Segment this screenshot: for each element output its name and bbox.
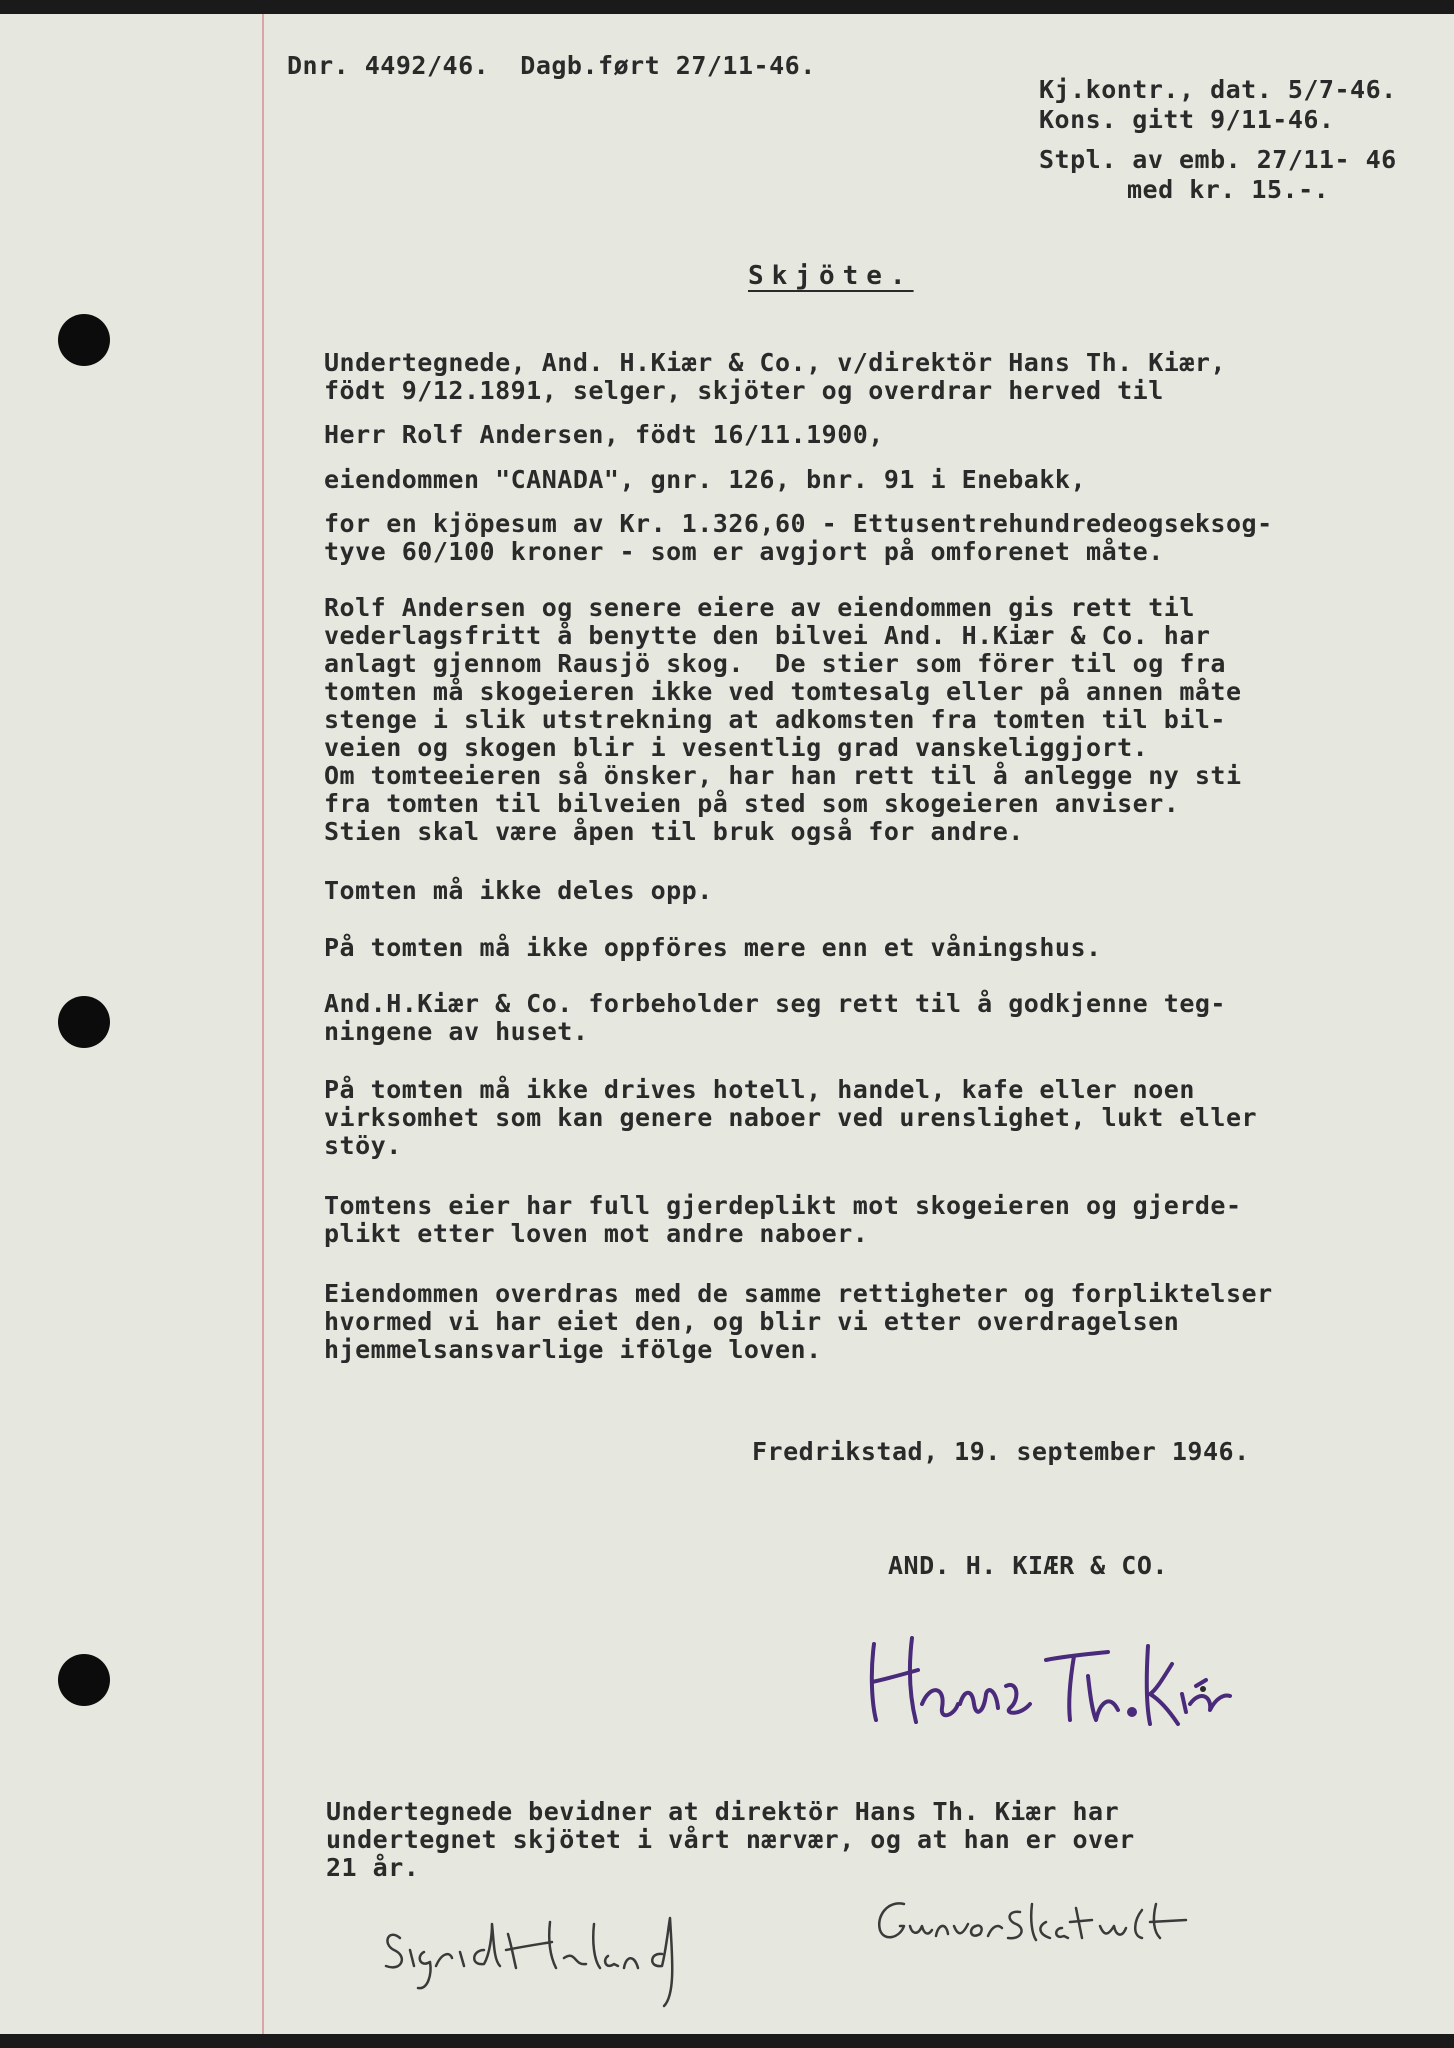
witness-signature-1	[380, 1879, 770, 2004]
company-name: AND. H. KIÆR & CO.	[888, 1551, 1168, 1580]
body-line: Stien skal være åpen til bruk også for andre.	[324, 817, 1024, 846]
margin-rule	[262, 14, 264, 2034]
body-line: vederlagsfritt å benytte den bilvei And. H.Kiær & Co. har	[324, 621, 1211, 650]
witness-signature-2	[870, 1875, 1210, 1970]
witness-line: undertegnet skjötet i vårt nærvær, og at han er over	[326, 1825, 1135, 1854]
body-line: And.H.Kiær & Co. forbeholder seg rett til å godkjenne teg-	[324, 989, 1226, 1018]
witness-line: Undertegnede bevidner at direktör Hans Th. Kiær har	[326, 1797, 1120, 1826]
body-line-buyer: Herr Rolf Andersen, födt 16/11.1900,	[324, 420, 884, 449]
body-line: På tomten må ikke drives hotell, handel, kafe eller noen	[324, 1075, 1195, 1104]
body-line: tomten må skogeieren ikke ved tomtesalg eller på annen måte	[324, 677, 1242, 706]
body-line: födt 9/12.1891, selger, skjöter og overdrar herved til	[324, 376, 1164, 405]
body-line: stenge i slik utstrekning at adkomsten fra tomten til bil-	[324, 705, 1226, 734]
header-left: Dnr. 4492/46. Dagb.ført 27/11-46.	[287, 51, 816, 80]
signature-main	[860, 1609, 1240, 1734]
body-line: anlagt gjennom Rausjö skog. De stier som förer til og fra	[324, 649, 1226, 678]
svg-text:Sigrid Helland: Sigrid Helland	[380, 1879, 515, 1898]
document-title: Skjöte.	[748, 261, 914, 291]
body-line: plikt etter loven mot andre naboer.	[324, 1219, 869, 1248]
punch-hole-middle	[58, 996, 110, 1048]
body-line: fra tomten til bilveien på sted som skogeieren anviser.	[324, 789, 1180, 818]
punch-hole-bottom	[58, 1654, 110, 1706]
witness-line: 21 år.	[326, 1853, 420, 1882]
header-right-line: Kons. gitt 9/11-46.	[1039, 105, 1335, 134]
body-line: hvormed vi har eiet den, og blir vi etter overdragelsen	[324, 1307, 1180, 1336]
body-line: Undertegnede, And. H.Kiær & Co., v/direktör Hans Th. Kiær,	[324, 348, 1226, 377]
body-line: Om tomteeieren så önsker, har han rett til å anlegge ny sti	[324, 761, 1242, 790]
svg-text:Gunvor Skatvedt: Gunvor Skatvedt	[870, 1875, 1015, 1894]
place-date: Fredrikstad, 19. september 1946.	[752, 1437, 1250, 1466]
body-line: Rolf Andersen og senere eiere av eiendommen gis rett til	[324, 593, 1195, 622]
svg-text:Hans Th. Kiær: Hans Th. Kiær	[860, 1609, 986, 1628]
document-page	[0, 14, 1454, 2034]
header-right-line: med kr. 15.-.	[1127, 175, 1330, 204]
body-line: virksomhet som kan genere naboer ved urenslighet, lukt eller	[324, 1103, 1258, 1132]
body-line: Eiendommen overdras med de samme rettigheter og forpliktelser	[324, 1279, 1273, 1308]
body-line: veien og skogen blir i vesentlig grad vanskeliggjort.	[324, 733, 1149, 762]
body-line: for en kjöpesum av Kr. 1.326,60 - Ettusentrehundredeogseksog-	[324, 509, 1273, 538]
body-line: tyve 60/100 kroner - som er avgjort på omforenet måte.	[324, 537, 1164, 566]
body-line: ningene av huset.	[324, 1017, 589, 1046]
body-line: På tomten må ikke oppföres mere enn et våningshus.	[324, 933, 1102, 962]
punch-hole-top	[58, 314, 110, 366]
body-line: Tomtens eier har full gjerdeplikt mot skogeieren og gjerde-	[324, 1191, 1242, 1220]
header-right-line: Kj.kontr., dat. 5/7-46.	[1039, 75, 1397, 104]
body-line: stöy.	[324, 1131, 402, 1160]
body-line: hjemmelsansvarlige ifölge loven.	[324, 1335, 822, 1364]
header-right-line: Stpl. av emb. 27/11- 46	[1039, 145, 1397, 174]
body-line: Tomten må ikke deles opp.	[324, 876, 713, 905]
body-line-property: eiendommen "CANADA", gnr. 126, bnr. 91 i Enebakk,	[324, 465, 1087, 494]
signature-main-dot	[1200, 1686, 1206, 1692]
